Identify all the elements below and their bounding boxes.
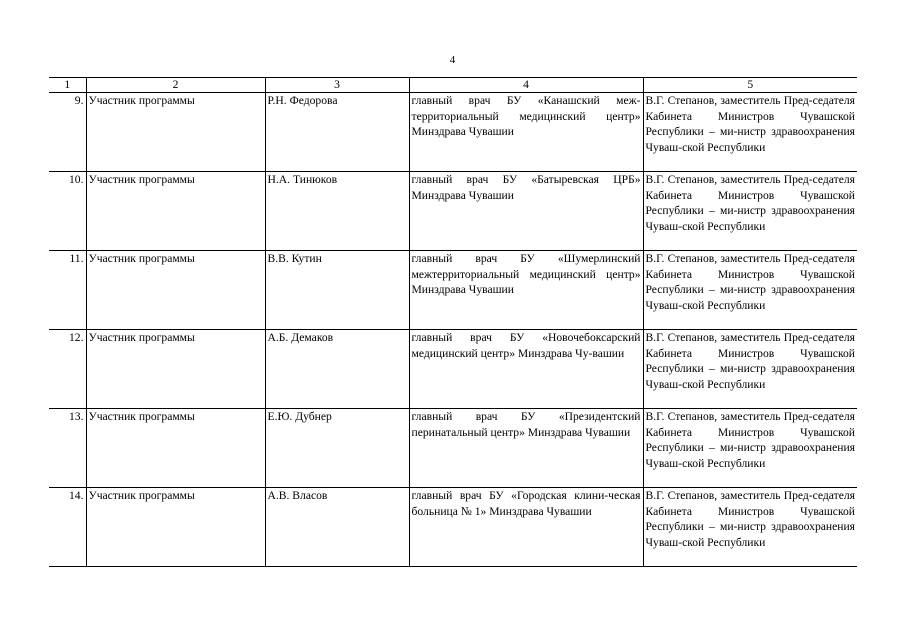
responsible-official: В.Г. Степанов, заместитель Пред-седателя Кабинета Министров Чувашской Республики – ми-нистр здравоохранения Чуваш-ской Республики [643,488,857,567]
column-header: 4 [409,78,643,93]
participant-role: Участник программы [86,330,265,409]
row-number: 12. [49,330,86,409]
row-number: 13. [49,409,86,488]
table-header-row [49,78,857,93]
participant-name: Н.А. Тинюков [265,172,409,251]
row-number: 14. [49,488,86,567]
participant-role: Участник программы [86,251,265,330]
participant-position: главный врач БУ «Шумерлинский межтерриториальный медицинский центр» Минздрава Чувашии [409,251,643,330]
column-header: 3 [265,78,409,93]
responsible-official: В.Г. Степанов, заместитель Пред-седателя Кабинета Министров Чувашской Республики – ми-нистр здравоохранения Чуваш-ской Республики [643,330,857,409]
responsible-official: В.Г. Степанов, заместитель Пред-седателя Кабинета Министров Чувашской Республики – ми-нистр здравоохранения Чуваш-ской Республики [643,409,857,488]
participant-role: Участник программы [86,409,265,488]
table-row [49,330,857,409]
table-row [49,172,857,251]
responsible-official: В.Г. Степанов, заместитель Пред-седателя Кабинета Министров Чувашской Республики – ми-нистр здравоохранения Чуваш-ской Республики [643,172,857,251]
participant-name: Р.Н. Федорова [265,93,409,172]
participant-name: А.Б. Демаков [265,330,409,409]
column-header: 5 [643,78,857,93]
row-number: 10. [49,172,86,251]
participant-name: В.В. Кутин [265,251,409,330]
participant-name: Е.Ю. Дубнер [265,409,409,488]
page-number: 4 [449,54,456,66]
participants-table [49,77,857,567]
table-row [49,488,857,567]
participant-role: Участник программы [86,172,265,251]
participant-role: Участник программы [86,93,265,172]
responsible-official: В.Г. Степанов, заместитель Пред-седателя Кабинета Министров Чувашской Республики – ми-нистр здравоохранения Чуваш-ской Республики [643,251,857,330]
participant-position: главный врач БУ «Новочебоксарский медицинский центр» Минздрава Чу-вашии [409,330,643,409]
table-row [49,93,857,172]
column-header: 2 [86,78,265,93]
participant-position: главный врач БУ «Батыревская ЦРБ» Минздрава Чувашии [409,172,643,251]
row-number: 11. [49,251,86,330]
responsible-official: В.Г. Степанов, заместитель Пред-седателя Кабинета Министров Чувашской Республики – ми-нистр здравоохранения Чуваш-ской Республики [643,93,857,172]
participant-position: главный врач БУ «Президентский перинатальный центр» Минздрава Чувашии [409,409,643,488]
row-number: 9. [49,93,86,172]
table-row [49,251,857,330]
participant-position: главный врач БУ «Канашский меж-территориальный медицинский центр» Минздрава Чувашии [409,93,643,172]
participant-position: главный врач БУ «Городская клини-ческая больница № 1» Минздрава Чувашии [409,488,643,567]
participant-name: А.В. Власов [265,488,409,567]
table-row [49,409,857,488]
column-header: 1 [49,78,86,93]
participant-role: Участник программы [86,488,265,567]
